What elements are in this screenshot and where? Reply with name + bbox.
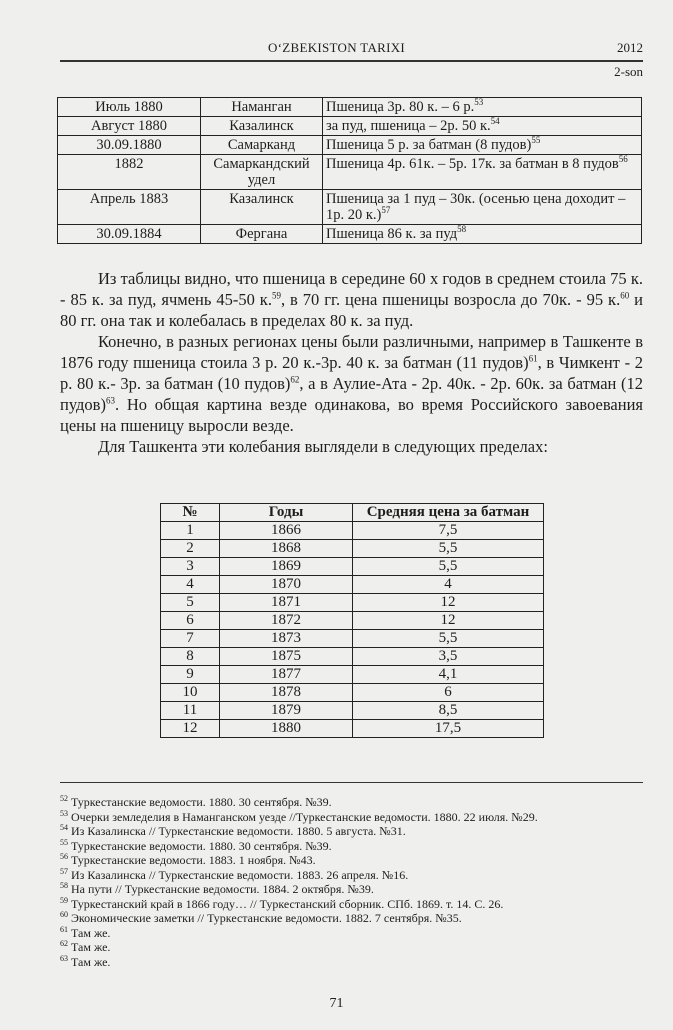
table-cell: 8 <box>161 648 220 666</box>
body-text <box>60 268 643 457</box>
table-cell: 8,5 <box>353 702 544 720</box>
price-text: Пшеница 86 к. за пуд <box>326 226 458 242</box>
footnote-text: Очерки земледелия в Наманганском уезде //Туркестанские ведомости. 1880. 22 июля. №29. <box>71 809 538 824</box>
table-cell: 7,5 <box>353 522 544 540</box>
paragraph <box>60 268 643 331</box>
footnote-number: 63 <box>60 953 68 963</box>
table-cell: 1879 <box>220 702 353 720</box>
table-cell-price <box>323 136 642 155</box>
table-cell: 1869 <box>220 558 353 576</box>
table-cell: 12 <box>353 594 544 612</box>
table-cell-date: Июль 1880 <box>58 98 201 117</box>
paragraph-text: . Но общая картина везде одинакова, во время Российского завоевания цены на пшеницу выросли везде. <box>60 395 643 435</box>
table-cell-price <box>323 98 642 117</box>
footnote-number: 54 <box>60 823 68 832</box>
footnote <box>60 795 643 810</box>
footnote-ref: 53 <box>474 97 484 108</box>
paragraph: Для Ташкента эти колебания выглядели в следующих пределах: <box>98 437 548 456</box>
footnote-ref: 57 <box>381 205 391 216</box>
footnote-text: Экономические заметки // Туркестанские ведомости. 1882. 7 сентября. №35. <box>71 911 462 925</box>
footnote-text: Из Казалинска // Туркестанские ведомости. 1883. 26 апреля. №16. <box>71 867 409 882</box>
table-row <box>161 594 544 612</box>
footnote-number: 52 <box>60 794 68 803</box>
table-cell: 17,5 <box>353 720 544 738</box>
table-cell: 7 <box>161 630 220 648</box>
table-cell: 6 <box>353 684 544 702</box>
tashkent-price-table <box>160 503 544 738</box>
table-cell-place: Казалинск <box>201 117 323 136</box>
journal-issue: 2-son <box>614 64 643 79</box>
table-cell: 1872 <box>220 612 353 630</box>
table-cell-price <box>323 117 642 136</box>
table-row <box>58 136 642 155</box>
footnote <box>60 853 643 868</box>
footnote-number: 56 <box>60 852 68 861</box>
paragraph-text: , в 70 гг. цена пшеницы возросла до 70к. - 95 к. <box>280 290 621 309</box>
footnote-number: 61 <box>60 924 68 934</box>
footnote-ref: 58 <box>457 224 467 235</box>
table-cell: 1871 <box>220 594 353 612</box>
table-row <box>58 225 642 244</box>
footnote <box>60 897 643 912</box>
footnote-ref: 62 <box>290 374 300 385</box>
price-text: Пшеница за 1 пуд – 30к. (осенью цена доходит – 1р. 20 к.) <box>326 191 626 223</box>
table-cell: 4 <box>353 576 544 594</box>
footnote-number: 62 <box>60 939 68 948</box>
journal-year: 2012 <box>617 40 643 55</box>
table-row <box>161 612 544 630</box>
price-text: Пшеница 5 р. за батман (8 пудов) <box>326 137 532 153</box>
header-rule <box>60 60 643 62</box>
footnote-ref: 54 <box>490 116 500 127</box>
paragraph-text: , в Чимкент - 2 р. 80 к.- 3р. за батман (10 пудов) <box>60 353 643 393</box>
table-cell: 5 <box>161 594 220 612</box>
table-row <box>58 98 642 117</box>
table-cell: 12 <box>161 720 220 738</box>
table-row <box>58 155 642 190</box>
table-row <box>161 702 544 720</box>
table-row <box>161 648 544 666</box>
footnotes <box>60 795 643 969</box>
footnote-number: 55 <box>60 837 68 847</box>
table-row <box>161 540 544 558</box>
table-cell: 4 <box>161 576 220 594</box>
footnote-number: 53 <box>60 808 68 818</box>
column-header: Годы <box>220 504 353 522</box>
footnote <box>60 839 643 854</box>
footnote <box>60 955 643 970</box>
table-cell-price <box>323 225 642 244</box>
price-text: Пшеница 4р. 61к. – 5р. 17к. за батман в 8 пудов <box>326 156 619 172</box>
table-cell: 1873 <box>220 630 353 648</box>
table-cell: 5,5 <box>353 558 544 576</box>
table-row <box>161 630 544 648</box>
table-cell: 11 <box>161 702 220 720</box>
footnote-text: Туркестанские ведомости. 1880. 30 сентября. №39. <box>71 838 332 853</box>
table-row <box>58 190 642 225</box>
column-header: Средняя цена за батман <box>353 504 544 522</box>
table-cell-price <box>323 155 642 190</box>
paragraph <box>60 331 643 436</box>
table-row <box>161 558 544 576</box>
price-text: Пшеница 3р. 80 к. – 6 р. <box>326 99 475 115</box>
table-cell: 4,1 <box>353 666 544 684</box>
footnote <box>60 868 643 883</box>
table-cell-date: Апрель 1883 <box>58 190 201 225</box>
table-cell: 1866 <box>220 522 353 540</box>
table-cell-date: 1882 <box>58 155 201 190</box>
table-row <box>161 522 544 540</box>
price-text: за пуд, пшеница – 2р. 50 к. <box>326 118 491 134</box>
footnote-ref: 56 <box>618 154 628 165</box>
footnote-number: 60 <box>60 910 68 919</box>
table-cell-place: Казалинск <box>201 190 323 225</box>
footnote-text: Туркестанские ведомости. 1883. 1 ноября. №43. <box>71 853 316 867</box>
footnote-ref: 60 <box>620 290 630 301</box>
table-cell: 1875 <box>220 648 353 666</box>
paragraph-text: Конечно, в разных регионах цены были различными, например в Ташкенте в 1876 году пшеница стоила 3 р. 20 к.-3р. 40 к. за батман (11 пудов) <box>60 332 643 372</box>
table-cell: 3 <box>161 558 220 576</box>
footnote-ref: 55 <box>531 135 541 146</box>
table-cell-place: Фергана <box>201 225 323 244</box>
footnote-ref: 59 <box>271 290 281 301</box>
table-row <box>161 684 544 702</box>
footnote-text: Там же. <box>71 954 111 969</box>
table-cell: 3,5 <box>353 648 544 666</box>
footnote-text: Там же. <box>71 925 111 940</box>
footnote-text: Туркестанские ведомости. 1880. 30 сентября. №39. <box>71 795 332 809</box>
table-row <box>161 666 544 684</box>
footnote-number: 57 <box>60 866 68 876</box>
table-cell-place: Наманган <box>201 98 323 117</box>
table-cell: 1877 <box>220 666 353 684</box>
footnote-text: Из Казалинска // Туркестанские ведомости. 1880. 5 августа. №31. <box>71 824 406 838</box>
table-cell-date: 30.09.1884 <box>58 225 201 244</box>
footnote <box>60 824 643 839</box>
footnote-text: Там же. <box>71 940 111 954</box>
footnote <box>60 911 643 926</box>
journal-title: O‘ZBEKISTON TARIXI <box>267 40 406 55</box>
footnote-ref: 63 <box>105 395 115 406</box>
table-cell: 1 <box>161 522 220 540</box>
paragraph-text: , а в Аулие-Ата - 2р. 40к. - 2р. 60к. за батман (12 пудов) <box>60 374 643 414</box>
table-cell: 6 <box>161 612 220 630</box>
footnote-rule <box>60 782 643 783</box>
table-cell-date: 30.09.1880 <box>58 136 201 155</box>
column-header: № <box>161 504 220 522</box>
table-cell: 2 <box>161 540 220 558</box>
table-cell-place: Самаркандский удел <box>201 155 323 190</box>
footnote <box>60 940 643 955</box>
table-cell: 1878 <box>220 684 353 702</box>
table-cell-place: Самарканд <box>201 136 323 155</box>
table-cell: 1870 <box>220 576 353 594</box>
table-cell: 1880 <box>220 720 353 738</box>
table-cell: 10 <box>161 684 220 702</box>
table-row <box>161 720 544 738</box>
table-cell: 1868 <box>220 540 353 558</box>
footnote-ref: 61 <box>528 353 538 364</box>
footnote-number: 59 <box>60 895 68 905</box>
footnote-number: 58 <box>60 881 68 890</box>
table-cell: 9 <box>161 666 220 684</box>
table-cell-price <box>323 190 642 225</box>
table-cell: 5,5 <box>353 540 544 558</box>
footnote <box>60 926 643 941</box>
page-number: 71 <box>329 996 344 1011</box>
paragraph-text: Из таблицы видно, что пшеница в середине 60 х годов в среднем стоила 75 к. - 85 к. за пуд, ячмень 45-50 к. <box>60 269 643 309</box>
table-cell-date: Август 1880 <box>58 117 201 136</box>
table-row <box>58 117 642 136</box>
price-table-regions <box>57 97 642 244</box>
footnote-text: На пути // Туркестанские ведомости. 1884. 2 октября. №39. <box>71 882 374 896</box>
table-cell: 5,5 <box>353 630 544 648</box>
table-row <box>161 576 544 594</box>
footnote <box>60 810 643 825</box>
paragraph-text: и 80 гг. она так и колебалась в пределах 80 к. за пуд. <box>60 290 643 330</box>
table-header-row <box>161 504 544 522</box>
footnote <box>60 882 643 897</box>
table-cell: 12 <box>353 612 544 630</box>
footnote-text: Туркестанский край в 1866 году… // Туркестанский сборник. СПб. 1869. т. 14. С. 26. <box>71 896 504 911</box>
